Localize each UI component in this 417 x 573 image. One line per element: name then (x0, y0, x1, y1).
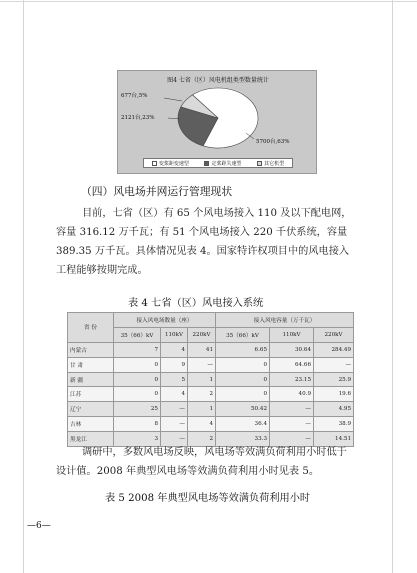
table-cell-province: 吉林 (68, 417, 114, 432)
table-cell: 0 (114, 387, 161, 402)
chart-legend (143, 158, 293, 168)
table-cell: 9 (161, 357, 188, 372)
table5-title: 表 5 2008 年典型风电场等效满负荷利用小时 (105, 493, 311, 504)
table-cell: 40.9 (270, 387, 314, 402)
table-cell: 19.6 (314, 387, 354, 402)
table-cell: 8 (114, 417, 161, 432)
table-cell: 284.49 (314, 342, 354, 357)
paragraph-line: 工程能够按期完成。 (56, 265, 148, 276)
table-row (68, 342, 354, 357)
table-cell: — (314, 357, 354, 372)
table-row (68, 387, 354, 402)
pie-leader-line-other (164, 98, 182, 101)
table-cell: 23.15 (270, 372, 314, 387)
table-cell: 1 (188, 402, 216, 417)
table-cell: — (188, 357, 216, 372)
subheader-cell: 220kV (188, 327, 216, 342)
table-row (68, 372, 354, 387)
legend-swatch-dark (204, 161, 209, 166)
table-cell: 1 (188, 372, 216, 387)
page-number: —6— (27, 521, 51, 531)
table-cell: 2 (188, 387, 216, 402)
table-cell: 0 (216, 372, 270, 387)
page-margin-line-left (23, 0, 24, 573)
subheader-cell: 110kV (161, 327, 188, 342)
section-heading: （四）风电场并网运行管理现状 (81, 185, 233, 198)
table-cell-province: 黑龙江 (68, 432, 114, 447)
table-cell-province: 甘 肃 (68, 357, 114, 372)
table-cell: 4 (188, 417, 216, 432)
pie-label-fixed: 2121台,23% (121, 115, 155, 121)
wind-grid-connection-table (67, 312, 354, 447)
pie-label-other: 677台,5% (121, 93, 148, 99)
table-cell: 64.66 (270, 357, 314, 372)
page-margin-line-right (392, 0, 393, 573)
table-cell: 36.4 (216, 417, 270, 432)
table-cell-province: 辽宁 (68, 402, 114, 417)
table-body (68, 342, 354, 446)
pie-chart-figure (117, 70, 317, 174)
paragraph-line: 设计值。2008 年典型风电场等效满负荷利用小时见表 5。 (56, 466, 320, 477)
table-cell: 4 (161, 387, 188, 402)
subheader-cell: 110kV (270, 327, 314, 342)
table-cell-province: 江苏 (68, 387, 114, 402)
header-province: 省 份 (68, 313, 114, 343)
table-cell: 0 (216, 387, 270, 402)
table-cell: 4.95 (314, 402, 354, 417)
table-cell: 2 (188, 432, 216, 447)
table-cell: 41 (188, 342, 216, 357)
header-farm-count: 接入风电场数量（座） (114, 313, 216, 328)
pie-label-variable: 5700台,63% (256, 139, 290, 145)
table-cell-province: 新 疆 (68, 372, 114, 387)
table-row (68, 402, 354, 417)
table-cell: 25.9 (314, 372, 354, 387)
legend-item-other: 其它机型 (257, 160, 284, 167)
legend-swatch-light (257, 161, 262, 166)
table-cell: — (270, 417, 314, 432)
table-cell: 14.51 (314, 432, 354, 447)
table-cell: 0 (114, 357, 161, 372)
subheader-cell: 220kV (314, 327, 354, 342)
table-cell: 30.64 (270, 342, 314, 357)
table-cell: 50.42 (216, 402, 270, 417)
paragraph-line: 调研中，多数风电场反映，风电场等效满负荷利用小时低于 (82, 447, 347, 458)
legend-item-fixed: 定桨距失速型 (204, 160, 241, 167)
table-cell: 33.3 (216, 432, 270, 447)
table-row (68, 417, 354, 432)
table-cell: 5 (161, 372, 188, 387)
table-cell: 25 (114, 402, 161, 417)
table4-title: 表 4 七省（区）风电接入系统 (128, 298, 264, 309)
table-cell: — (161, 432, 188, 447)
subheader-cell: 35（66）kV (114, 327, 161, 342)
table-cell: 38.9 (314, 417, 354, 432)
paragraph-line: 389.35 万千瓦。具体情况见表 4。国家特许权项目中的风电接入 (56, 246, 350, 257)
legend-swatch-white (152, 161, 157, 166)
header-capacity: 接入风电容量（万千瓦） (216, 313, 354, 328)
table-cell: 0 (216, 357, 270, 372)
legend-item-variable: 变桨距变速型 (152, 160, 189, 167)
table-cell: — (270, 402, 314, 417)
page-margin-line-top (0, 1, 417, 2)
table-cell: 4 (161, 342, 188, 357)
chart-title: 图4 七省（区）风电机组类型数量统计 (167, 77, 269, 84)
table-cell: — (161, 402, 188, 417)
table-cell: — (270, 432, 314, 447)
subheader-cell: 35（66）kV (216, 327, 270, 342)
table-cell-province: 内蒙古 (68, 342, 114, 357)
table-row (68, 357, 354, 372)
table-cell: — (161, 417, 188, 432)
table-cell: 6.65 (216, 342, 270, 357)
paragraph-line: 目前，七省（区）有 65 个风电场接入 110 及以下配电网， (82, 208, 352, 219)
paragraph-line: 容量 316.12 万千瓦；有 51 个风电场接入 220 千伏系统，容量 (56, 227, 348, 238)
table-cell: 3 (114, 432, 161, 447)
table-cell: 7 (114, 342, 161, 357)
table-cell: 0 (114, 372, 161, 387)
